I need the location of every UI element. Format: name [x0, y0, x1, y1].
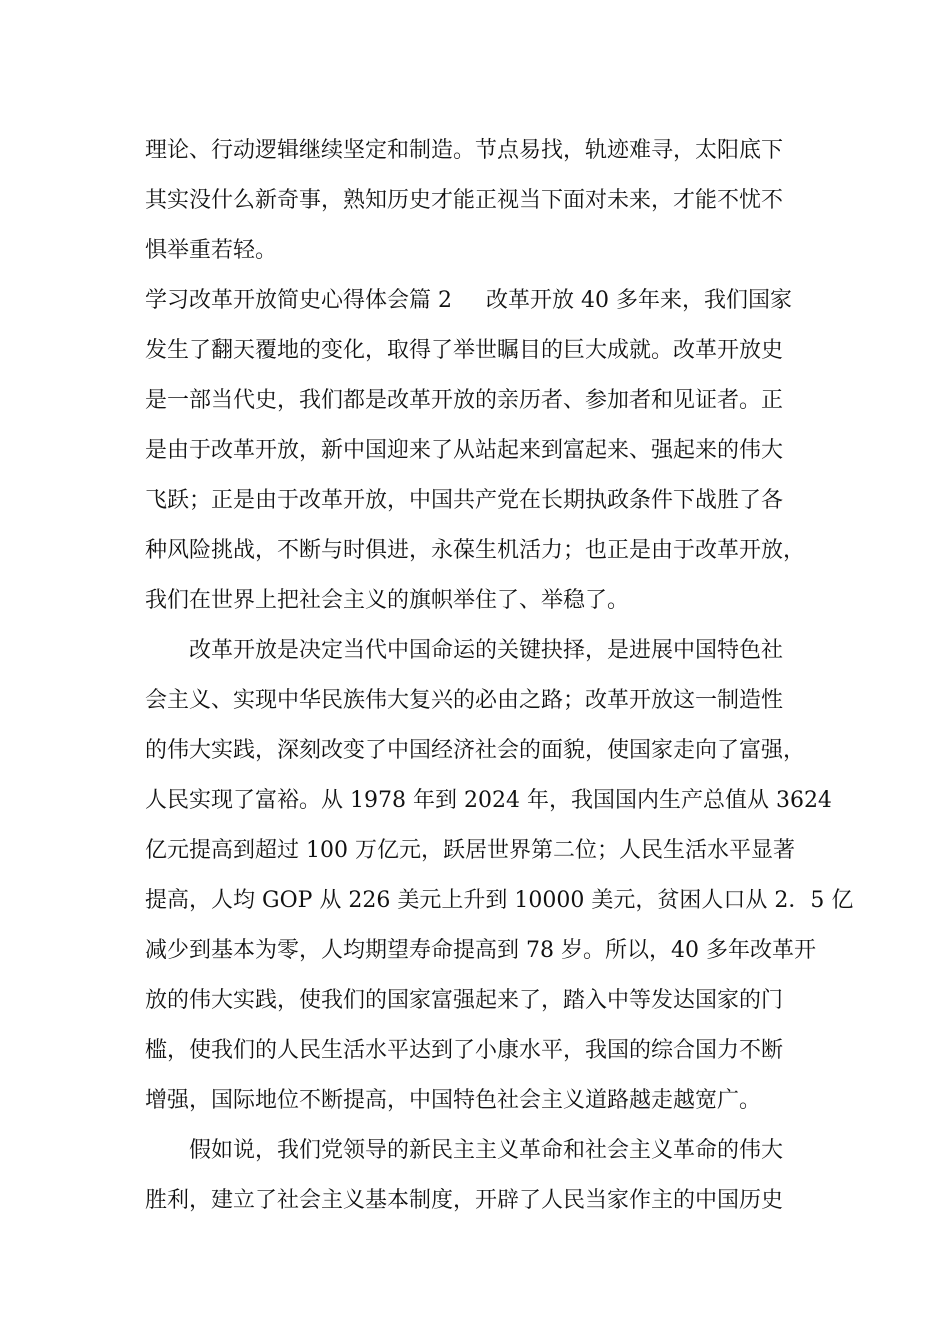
text-line: 假如说，我们党领导的新民主主义革命和社会主义革命的伟大: [189, 1138, 784, 1163]
text-line: 提高，人均 GOP 从 226 美元上升到 10000 美元，贫困人口从 2．5 亿: [145, 888, 854, 913]
text-line: 我们在世界上把社会主义的旗帜举住了、举稳了。: [145, 588, 630, 613]
text-line: 减少到基本为零，人均期望寿命提高到 78 岁。所以，40 多年改革开: [145, 938, 816, 963]
text-line: 放的伟大实践，使我们的国家富强起来了，踏入中等发达国家的门: [145, 988, 784, 1013]
text-line: 飞跃；正是由于改革开放，中国共产党在长期执政条件下战胜了各: [145, 488, 784, 513]
text-line: 胜利，建立了社会主义基本制度，开辟了人民当家作主的中国历史: [145, 1188, 784, 1213]
text-line: 是一部当代史，我们都是改革开放的亲历者、参加者和见证者。正: [145, 388, 784, 413]
document-page: [145, 126, 854, 1226]
text-line: 增强，国际地位不断提高，中国特色社会主义道路越走越宽广。: [145, 1088, 762, 1113]
text-line: 会主义、实现中华民族伟大复兴的必由之路；改革开放这一制造性: [145, 688, 784, 713]
text-segment: 改革开放 40 多年来，我们国家: [486, 288, 792, 313]
section-title: 学习改革开放简史心得体会篇 2: [145, 288, 452, 313]
text-line: 发生了翻天覆地的变化，取得了举世瞩目的巨大成就。改革开放史: [145, 338, 784, 363]
text-line: 惧举重若轻。: [145, 238, 278, 263]
paragraph-3: [145, 1126, 805, 1226]
text-line: 是由于改革开放，新中国迎来了从站起来到富起来、强起来的伟大: [145, 438, 784, 463]
text-line: 槛，使我们的人民生活水平达到了小康水平，我国的综合国力不断: [145, 1038, 784, 1063]
text-line: 的伟大实践，深刻改变了中国经济社会的面貌，使国家走向了富强，: [145, 738, 806, 763]
text-line: 亿元提高到超过 100 万亿元，跃居世界第二位；人民生活水平显著: [145, 838, 795, 863]
continued-paragraph: [145, 126, 805, 276]
text-line: 种风险挑战，不断与时俱进，永葆生机活力；也正是由于改革开放，: [145, 538, 806, 563]
section-first-line: [145, 276, 805, 326]
text-line: 理论、行动逻辑继续坚定和制造。节点易找，轨迹难寻，太阳底下: [145, 138, 784, 163]
section-paragraph-1: [145, 276, 805, 626]
text-line: 其实没什么新奇事，熟知历史才能正视当下面对未来，才能不忧不: [145, 188, 784, 213]
text-line: 人民实现了富裕。从 1978 年到 2024 年，我国国内生产总值从 3624: [145, 788, 832, 813]
paragraph-2: [145, 626, 854, 1126]
text-line: 改革开放是决定当代中国命运的关键抉择，是进展中国特色社: [189, 638, 784, 663]
